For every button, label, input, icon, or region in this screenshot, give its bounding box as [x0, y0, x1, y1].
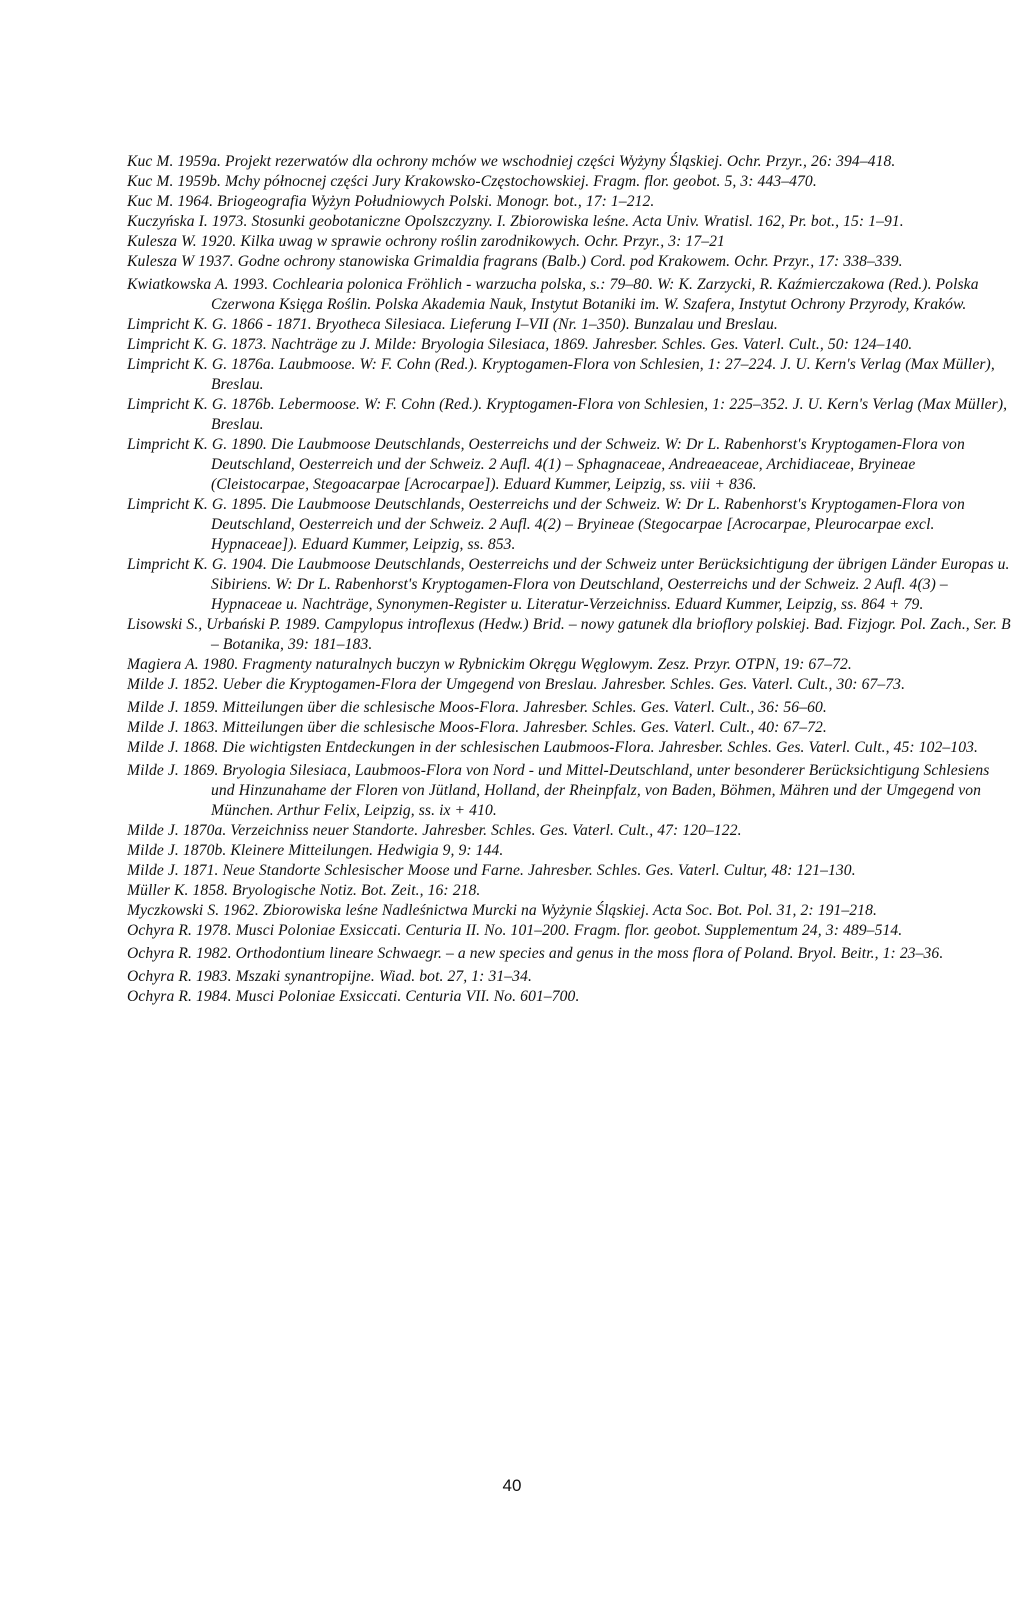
page-number: 40 [502, 1476, 522, 1495]
reference-entry: Lisowski S., Urbański P. 1989. Campylopus introflexus (Hedw.) Brid. – nowy gatunek dla brioflory polskiej. Bad. Fizjogr. Pol. Zach., Ser. B – Botanika, 39: 181–183. [127, 616, 1011, 653]
reference-entry: Ochyra R. 1982. Orthodontium lineare Schwaegr. – a new species and genus in the moss flora of Poland. Bryol. Beitr., 1: 23–36. [127, 945, 944, 962]
reference-entry: Milde J. 1852. Ueber die Kryptogamen-Flora der Umgegend von Breslau. Jahresber. Schles. Ges. Vaterl. Cult., 30: 67–73. [127, 676, 906, 693]
reference-entry: Milde J. 1863. Mitteilungen über die schlesische Moos-Flora. Jahresber. Schles. Ges. Vaterl. Cult., 40: 67–72. [127, 719, 827, 736]
reference-list [127, 152, 1014, 1007]
reference-entry: Magiera A. 1980. Fragmenty naturalnych buczyn w Rybnickim Okręgu Węglowym. Zesz. Przyr. OTPN, 19: 67–72. [127, 656, 852, 673]
reference-entry: Kulesza W 1937. Godne ochrony stanowiska Grimaldia fragrans (Balb.) Cord. pod Krakowem. Ochr. Przyr., 17: 338–339. [127, 253, 903, 270]
reference-entry: Milde J. 1869. Bryologia Silesiaca, Laubmoos-Flora von Nord - und Mittel-Deutschland, unter besonderer Berücksichtigung Schlesiens und Hinzunahame der Floren von Jütland, Holland, der Rheinpfalz, von Baden, Böhmen, Mähren und der Umgegend von München. Arthur Felix, Leipzig, ss. ix + 410. [127, 762, 990, 819]
reference-entry: Limpricht K. G. 1895. Die Laubmoose Deutschlands, Oesterreichs und der Schweiz. W: Dr L. Rabenhorst's Kryptogamen-Flora von Deutschland, Oesterreich und der Schweiz. 2 Aufl. 4(2) – Bryineae (Stegocarpae [Acrocarpae, Pleurocarpae excl. Hypnaceae]). Eduard Kummer, Leipzig, ss. 853. [127, 496, 965, 553]
reference-entry: Limpricht K. G. 1876b. Lebermoose. W: F. Cohn (Red.). Kryptogamen-Flora von Schlesien, 1: 225–352. J. U. Kern's Verlag (Max Müller), Breslau. [127, 396, 1008, 433]
reference-entry: Milde J. 1870b. Kleinere Mitteilungen. Hedwigia 9, 9: 144. [127, 842, 504, 859]
reference-entry: Kuc M. 1964. Briogeografia Wyżyn Południowych Polski. Monogr. bot., 17: 1–212. [127, 193, 655, 210]
reference-entry: Myczkowski S. 1962. Zbiorowiska leśne Nadleśnictwa Murcki na Wyżynie Śląskiej. Acta Soc. Bot. Pol. 31, 2: 191–218. [127, 902, 877, 919]
reference-entry: Limpricht K. G. 1866 - 1871. Bryotheca Silesiaca. Lieferung I–VII (Nr. 1–350). Bunzalau und Breslau. [127, 316, 778, 333]
reference-entry: Milde J. 1870a. Verzeichniss neuer Standorte. Jahresber. Schles. Ges. Vaterl. Cult., 47: 120–122. [127, 822, 742, 839]
reference-entry: Kuczyńska I. 1973. Stosunki geobotaniczne Opolszczyzny. I. Zbiorowiska leśne. Acta Univ. Wratisl. 162, Pr. bot., 15: 1–91. [127, 213, 904, 230]
reference-entry: Milde J. 1859. Mitteilungen über die schlesische Moos-Flora. Jahresber. Schles. Ges. Vaterl. Cult., 36: 56–60. [127, 699, 827, 716]
reference-entry: Limpricht K. G. 1873. Nachträge zu J. Milde: Bryologia Silesiaca, 1869. Jahresber. Schles. Ges. Vaterl. Cult., 50: 124–140. [127, 336, 913, 353]
reference-entry: Ochyra R. 1983. Mszaki synantropijne. Wiad. bot. 27, 1: 31–34. [127, 968, 532, 985]
reference-entry: Kuc M. 1959b. Mchy północnej części Jury Krakowsko-Częstochowskiej. Fragm. flor. geobot. 5, 3: 443–470. [127, 173, 817, 190]
reference-entry: Müller K. 1858. Bryologische Notiz. Bot. Zeit., 16: 218. [127, 882, 481, 899]
reference-entry: Limpricht K. G. 1904. Die Laubmoose Deutschlands, Oesterreichs und der Schweiz unter Berücksichtigung der übrigen Länder Europas u. Sibiriens. W: Dr L. Rabenhorst's Kryptogamen-Flora von Deutschland, Oesterreichs und der Schweiz. 2 Aufl. 4(3) – Hypnaceae u. Nachträge, Synonymen-Register u. Literatur-Verzeichniss. Eduard Kummer, Leipzig, ss. 864 + 79. [127, 556, 1010, 613]
reference-entry: Limpricht K. G. 1890. Die Laubmoose Deutschlands, Oesterreichs und der Schweiz. W: Dr L. Rabenhorst's Kryptogamen-Flora von Deutschland, Oesterreich und der Schweiz. 2 Aufl. 4(1) – Sphagnaceae, Andreaeaceae, Archidiaceae, Bryineae (Cleistocarpae, Stegoacarpae [Acrocarpae]). Eduard Kummer, Leipzig, ss. viii + 836. [127, 436, 965, 493]
reference-entry: Ochyra R. 1978. Musci Poloniae Exsiccati. Centuria II. No. 101–200. Fragm. flor. geobot. Supplementum 24, 3: 489–514. [127, 922, 903, 939]
reference-entry: Kwiatkowska A. 1993. Cochlearia polonica Fröhlich - warzucha polska, s.: 79–80. W: K. Zarzycki, R. Kaźmierczakowa (Red.). Polska Czerwona Księga Roślin. Polska Akademia Nauk, Instytut Botaniki im. W. Szafera, Instytut Ochrony Przyrody, Kraków. [127, 276, 979, 313]
reference-entry: Kulesza W. 1920. Kilka uwag w sprawie ochrony roślin zarodnikowych. Ochr. Przyr., 3: 17–21 [127, 233, 725, 250]
reference-entry: Milde J. 1868. Die wichtigsten Entdeckungen in der schlesischen Laubmoos-Flora. Jahresber. Schles. Ges. Vaterl. Cult., 45: 102–103. [127, 739, 978, 756]
reference-entry: Milde J. 1871. Neue Standorte Schlesischer Moose und Farne. Jahresber. Schles. Ges. Vaterl. Cultur, 48: 121–130. [127, 862, 856, 879]
reference-entry: Ochyra R. 1984. Musci Poloniae Exsiccati. Centuria VII. No. 601–700. [127, 988, 580, 1005]
reference-entry: Kuc M. 1959a. Projekt rezerwatów dla ochrony mchów we wschodniej części Wyżyny Śląskiej. Ochr. Przyr., 26: 394–418. [127, 153, 896, 170]
reference-entry: Limpricht K. G. 1876a. Laubmoose. W: F. Cohn (Red.). Kryptogamen-Flora von Schlesien, 1: 27–224. J. U. Kern's Verlag (Max Müller), Breslau. [127, 356, 995, 393]
